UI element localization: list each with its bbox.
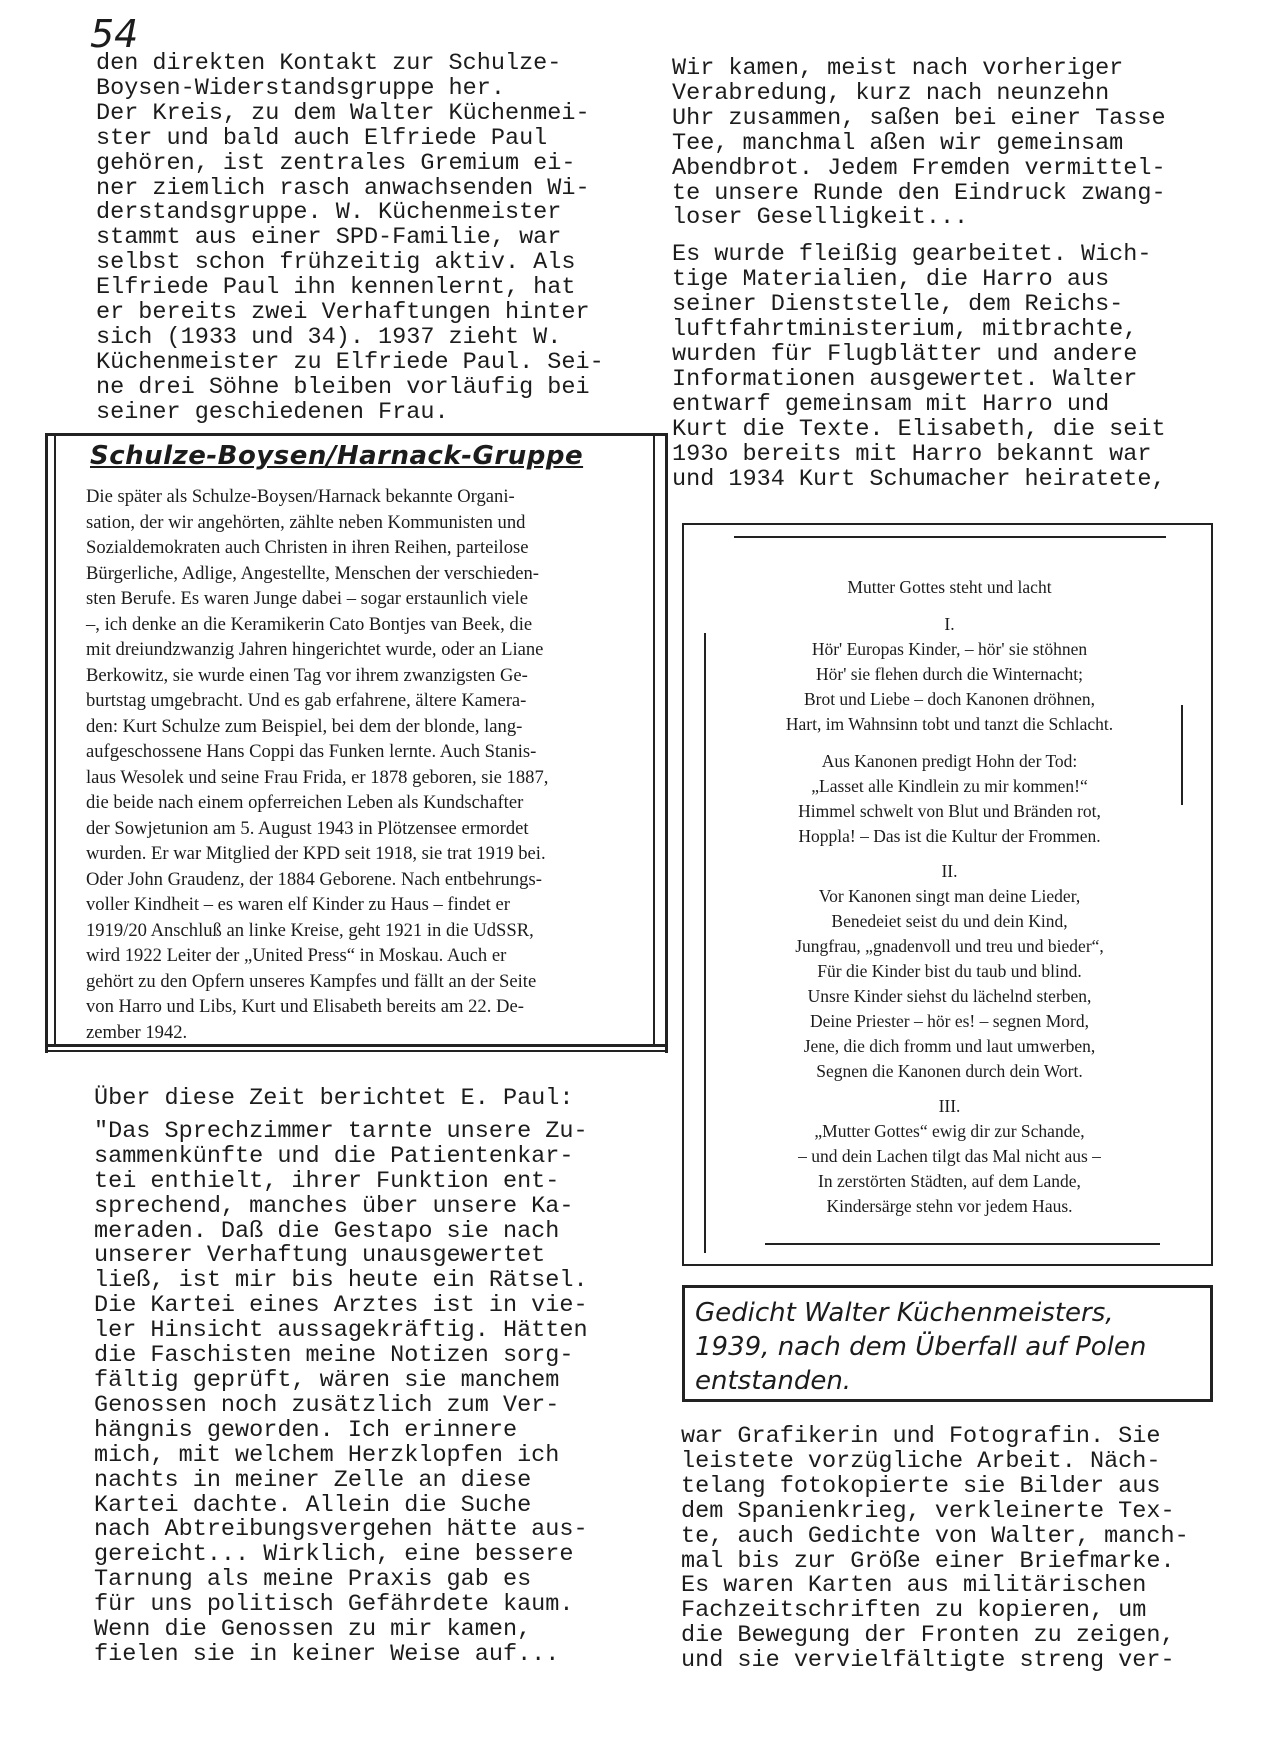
report-intro: Über diese Zeit berichtet E. Paul: (94, 1085, 574, 1112)
handwritten-caption-box (682, 1285, 1213, 1402)
handwritten-caption: Gedicht Walter Küchenmeisters, 1939, nach dem Überfall auf Polen entstanden. (695, 1298, 1147, 1396)
poem (684, 575, 1215, 1219)
poem-stanza-3: Vor Kanonen singt man deine Lieder, Benedeiet seist du und dein Kind, Jungfrau, „gnadenvoll und treu und bieder“, Für die Kinder bist du taub und blind. Unsre Kinder siehst du lächelnd sterben, Deine Priester – hör es! – segnen Mord, Jene, die dich fromm und laut umwerben, Segnen die Kanonen durch dein Wort. (795, 886, 1104, 1081)
sidebar-box (45, 433, 668, 1053)
box-bottom-rule-double (45, 1050, 668, 1052)
poem-stanza-2: Aus Kanonen predigt Hohn der Tod: „Lasset alle Kindlein zu mir kommen!“ Himmel schwelt von Blut und Bränden rot, Hoppla! – Das ist die Kultur der Frommen. (798, 751, 1101, 846)
poem-numeral-3: III. (938, 1096, 961, 1116)
right-paragraph-2: Es wurde fleißig gearbeitet. Wich- tige Materialien, die Harro aus seiner Dienststelle, dem Reichs- luftfahrtministerium, mitbrachte, wurden für Flugblätter und andere Informationen ausgewertet. Walter entwarf gemeinsam mit Harro und Kurt die Texte. Elisabeth, die seit 193o bereits mit Harro bekannt war und 1934 Kurt Schumacher heiratete, (672, 241, 1166, 493)
poem-title: Mutter Gottes steht und lacht (847, 577, 1052, 597)
sidebar-box-text: Die später als Schulze-Boysen/Harnack bekannte Organi- sation, der wir angehörten, zählte neben Kommunisten und Sozialdemokraten auch Christen in ihren Reihen, parteilose Bürgerliche, Adlige, Angestellte, Menschen der verschieden- sten Berufe. Es waren Junge dabei – sogar erstaunlich viele –, ich denke an die Keramikerin Cato Bontjes van Beek, die mit dreiundzwanzig Jahren hingerichtet wurde, oder an Liane Berkowitz, sie wurde einen Tag vor ihrem zwanzigsten Ge- burtstag umgebracht. Und es gab erfahrene, ältere Kamera- den: Kurt Schulze zum Beispiel, bei dem der blonde, lang- aufgeschossene Hans Coppi das Funken lernte. Auch Stanis- laus Wesolek und seine Frau Frida, er 1878 geboren, sie 1887, die beide nach einem opferreichen Leben als Kundschafter der Sowjetunion am 5. August 1943 in Plötzensee ermordet wurden. Er war Mitglied der KPD seit 1918, sie trat 1919 bei. Oder John Graudenz, der 1884 Geborene. Nach entbehrungs- voller Kindheit – es waren elf Kinder zu Haus – findet er 1919/20 Anschluß an linke Kreise, geht 1921 in die UdSSR, wird 1922 Leiter der „United Press“ in Moskau. Auch er gehört zu den Opfern unseres Kampfes und fällt an der Seite von Harro und Libs, Kurt und Elisabeth bereits am 22. De- zember 1942. (86, 486, 549, 1043)
poem-stanza-1: Hör' Europas Kinder, – hör' sie stöhnen Hör' sie flehen durch die Winternacht; Brot und Liebe – doch Kanonen dröhnen, Hart, im Wahnsinn tobt und tanzt die Schlacht. (785, 639, 1114, 734)
poem-top-rule (734, 536, 1166, 538)
poem-numeral-2: II. (941, 861, 958, 881)
report-quote: "Das Sprechzimmer tarnte unsere Zu- sammenkünfte und die Patientenkar- tei enthielt, ihrer Funktion ent- sprechend, manches über unsere Ka- meraden. Daß die Gestapo sie nach unserer Verhaftung unausgewertet ließ, ist mir bis heute ein Rätsel. Die Kartei eines Arztes ist in vie- ler Hinsicht aussagekräftig. Hätten die Faschisten meine Notizen sorg- fältig geprüft, wären sie manchem Genossen noch zusätzlich zum Ver- hängnis geworden. Ich erinnere mich, mit welchem Herzklopfen ich nachts in meiner Zelle an diese Kartei dachte. Allein die Suche nach Abtreibungsvergehen hätte aus- gereicht... Wirklich, eine bessere Tarnung als meine Praxis gab es für uns politisch Gefährdete kaum. Wenn die Genossen zu mir kamen, fielen sie in keiner Weise auf... (94, 1117, 588, 1668)
box-inner-left-rule (54, 436, 56, 1044)
poem-box (682, 523, 1213, 1266)
sidebar-box-title: Schulze-Boysen/Harnack-Gruppe (90, 441, 584, 471)
poem-stanza-4: „Mutter Gottes“ ewig dir zur Schande, – und dein Lachen tilgt das Mal nicht aus – In zerstörten Städten, auf dem Lande, Kindersärge stehn vor jedem Haus. (798, 1121, 1101, 1216)
right-column-top (672, 57, 1166, 492)
page-number: 54 (90, 12, 139, 56)
poem-numeral-1: I. (944, 614, 955, 634)
right-column-bottom-text: war Grafikerin und Fotografin. Sie leistete vorzügliche Arbeit. Näch- telang fotokopierte sie Bilder aus dem Spanienkrieg, verkleinerte Tex- te, auch Gedichte von Walter, manch- mal bis zur Größe einer Briefmarke. Es waren Karten aus militärischen Fachzeitschriften zu kopieren, um die Bewegung der Fronten zu zeigen, und sie vervielfältigte streng ver- (681, 1423, 1189, 1675)
right-paragraph-1: Wir kamen, meist nach vorheriger Verabredung, kurz nach neunzehn Uhr zusammen, saßen bei einer Tasse Tee, manchmal aßen wir gemeinsam Abendbrot. Jedem Fremden vermittel- te unsere Runde den Eindruck zwang- loser Geselligkeit... (672, 55, 1166, 232)
poem-bottom-rule (765, 1243, 1160, 1245)
left-column-bottom (94, 1087, 588, 1668)
left-column-top-text: den direkten Kontakt zur Schulze- Boysen-Widerstandsgruppe her. Der Kreis, zu dem Walter Küchenmei- ster und bald auch Elfriede Paul gehören, ist zentrales Gremium ei- ner ziemlich rasch anwachsenden Wi- derstandsgruppe. W. Küchenmeister stammt aus einer SPD-Familie, war selbst schon frühzeitig aktiv. Als Elfriede Paul ihn kennenlernt, hat er bereits zwei Verhaftungen hinter sich (1933 und 34). 1937 zieht W. Küchenmeister zu Elfriede Paul. Sei- ne drei Söhne bleiben vorläufig bei seiner geschiedenen Frau. (96, 50, 604, 426)
